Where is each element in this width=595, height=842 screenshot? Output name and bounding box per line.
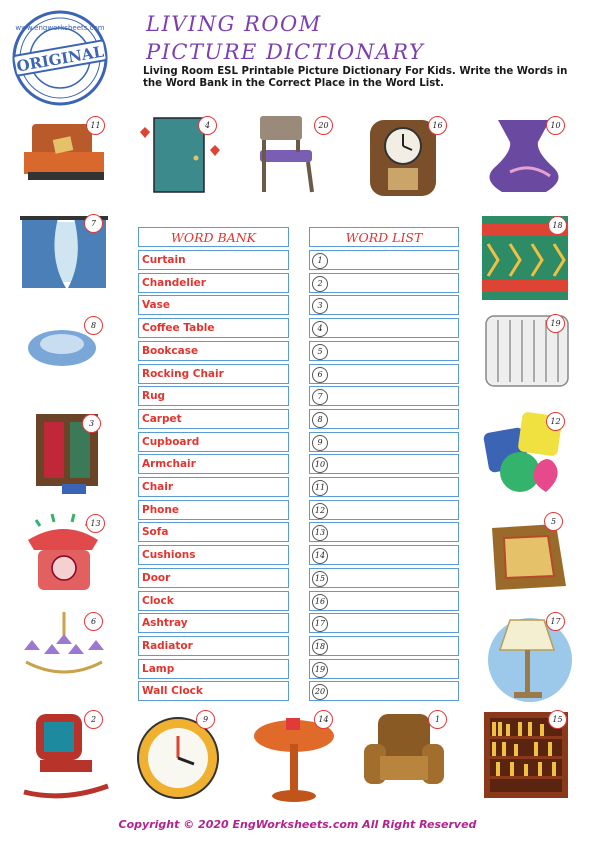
word-list-answer-field[interactable]: [309, 522, 459, 542]
picture-number: 20: [314, 116, 333, 135]
word-bank-item: Chandelier: [138, 273, 289, 293]
picture-number: 19: [546, 314, 565, 333]
word-list-answer-field[interactable]: [309, 386, 459, 406]
word-list-answer-field[interactable]: [309, 659, 459, 679]
stamp-text: ORIGINAL: [15, 42, 106, 76]
word-bank-item: Carpet: [138, 409, 289, 429]
word-bank-heading: WORD BANK: [138, 227, 289, 247]
word-list-answer-field[interactable]: [309, 295, 459, 315]
word-bank-item: Bookcase: [138, 341, 289, 361]
word-bank-item: Sofa: [138, 522, 289, 542]
word-list-answer-field[interactable]: [309, 409, 459, 429]
word-list-number: 20: [312, 684, 328, 700]
word-list-heading: WORD LIST: [309, 227, 459, 247]
picture-number: 17: [546, 612, 565, 631]
word-bank-item: Cushions: [138, 545, 289, 565]
picture-number: 18: [548, 216, 567, 235]
word-list-number: 17: [312, 616, 328, 632]
word-list-number: 5: [312, 344, 328, 360]
word-bank-item: Curtain: [138, 250, 289, 270]
word-list-number: 8: [312, 412, 328, 428]
instructions: Living Room ESL Printable Picture Dictionary For Kids. Write the Words in the Word Bank in the Correct Place in the Word List.: [143, 66, 568, 89]
picture-number: 11: [86, 116, 105, 135]
word-list-number: 9: [312, 435, 328, 451]
picture-number: 13: [86, 514, 105, 533]
word-list-answer-field[interactable]: [309, 636, 459, 656]
word-bank-item: Phone: [138, 500, 289, 520]
word-bank-item: Clock: [138, 591, 289, 611]
word-list-number: 16: [312, 594, 328, 610]
word-list-number: 3: [312, 298, 328, 314]
picture-number: 8: [84, 316, 103, 335]
word-list-answer-field[interactable]: [309, 364, 459, 384]
picture-number: 4: [198, 116, 217, 135]
picture-number: 7: [84, 214, 103, 233]
word-list-number: 11: [312, 480, 328, 496]
word-bank-item: Door: [138, 568, 289, 588]
word-list-answer-field[interactable]: [309, 613, 459, 633]
word-bank-item: Armchair: [138, 454, 289, 474]
word-bank-item: Chair: [138, 477, 289, 497]
picture-number: 9: [196, 710, 215, 729]
word-bank-item: Vase: [138, 295, 289, 315]
page-title-line2: PICTURE DICTIONARY: [146, 40, 425, 64]
word-list-number: 12: [312, 503, 328, 519]
word-list-number: 19: [312, 662, 328, 678]
picture-number: 14: [314, 710, 333, 729]
word-bank-item: Coffee Table: [138, 318, 289, 338]
word-list-number: 7: [312, 389, 328, 405]
picture-number: 3: [82, 414, 101, 433]
word-bank-item: Rug: [138, 386, 289, 406]
word-list-answer-field[interactable]: [309, 681, 459, 701]
word-bank-item: Lamp: [138, 659, 289, 679]
word-list-number: 1: [312, 253, 328, 269]
word-bank-item: Ashtray: [138, 613, 289, 633]
picture-number: 6: [84, 612, 103, 631]
word-bank-item: Wall Clock: [138, 681, 289, 701]
word-list-number: 13: [312, 525, 328, 541]
word-bank-item: Cupboard: [138, 432, 289, 452]
word-list-answer-field[interactable]: [309, 341, 459, 361]
word-list-number: 14: [312, 548, 328, 564]
picture-number: 16: [428, 116, 447, 135]
word-list-number: 10: [312, 457, 328, 473]
word-list-number: 15: [312, 571, 328, 587]
word-list-answer-field[interactable]: [309, 591, 459, 611]
word-list-number: 6: [312, 367, 328, 383]
picture-number: 10: [546, 116, 565, 135]
word-list-answer-field[interactable]: [309, 250, 459, 270]
word-list-answer-field[interactable]: [309, 318, 459, 338]
word-list-answer-field[interactable]: [309, 500, 459, 520]
picture-number: 12: [546, 412, 565, 431]
picture-number: 15: [548, 710, 567, 729]
word-list-answer-field[interactable]: [309, 477, 459, 497]
picture-number: 5: [544, 512, 563, 531]
word-bank-item: Rocking Chair: [138, 364, 289, 384]
copyright-footer: Copyright © 2020 EngWorksheets.com All Right Reserved: [118, 818, 477, 831]
original-stamp: [10, 8, 110, 108]
picture-number: 1: [428, 710, 447, 729]
word-list-answer-field[interactable]: [309, 545, 459, 565]
word-list-number: 4: [312, 321, 328, 337]
stamp-ring-text: www.engworksheets.com: [15, 24, 105, 32]
word-list-answer-field[interactable]: [309, 454, 459, 474]
page-title-line1: LIVING ROOM: [146, 12, 322, 36]
word-bank-item: Radiator: [138, 636, 289, 656]
word-list-answer-field[interactable]: [309, 432, 459, 452]
word-list-number: 2: [312, 276, 328, 292]
picture-number: 2: [84, 710, 103, 729]
word-list-number: 18: [312, 639, 328, 655]
word-list-answer-field[interactable]: [309, 568, 459, 588]
word-list-answer-field[interactable]: [309, 273, 459, 293]
